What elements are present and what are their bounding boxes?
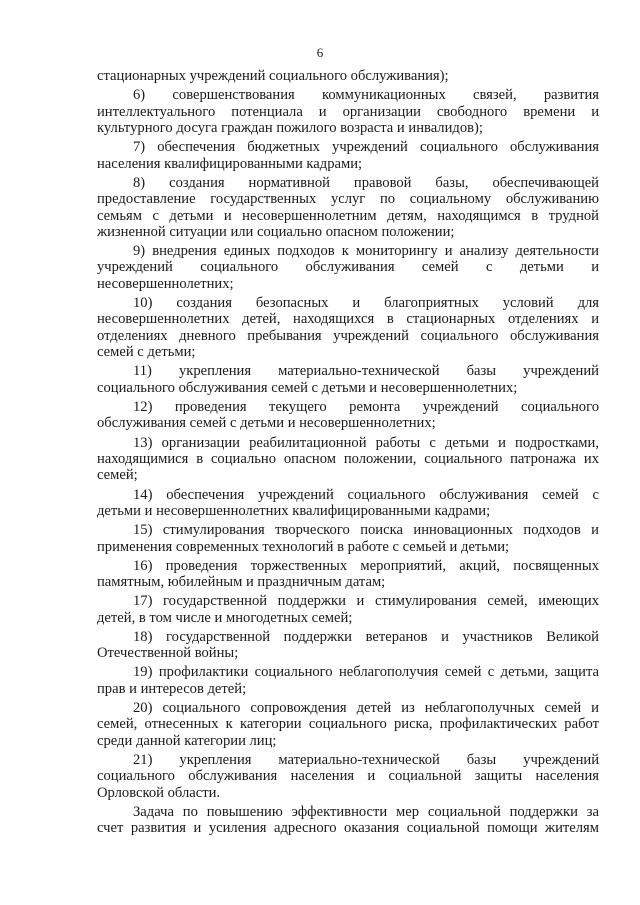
text-line: находящимися в социально опасном положении, социального патронажа их bbox=[97, 450, 599, 467]
text-line: жизненной ситуации или социально опасном положении; bbox=[97, 223, 455, 240]
text-line: 16) проведения торжественных мероприятий, акций, посвященных bbox=[133, 557, 599, 574]
text-line: 12) проведения текущего ремонта учреждений социального bbox=[133, 399, 599, 415]
text-line: счет развития и усиления адресного оказания социальной помощи жителям bbox=[97, 820, 599, 837]
paragraph bbox=[97, 522, 599, 555]
paragraph bbox=[97, 558, 599, 591]
paragraph bbox=[97, 804, 599, 837]
text-line: несовершеннолетних детей, находящихся в стационарных отделениях и bbox=[97, 311, 599, 328]
text-line: 20) социального сопровождения детей из неблагополучных семей и bbox=[133, 700, 599, 717]
text-line: 7) обеспечения бюджетных учреждений социального обслуживания bbox=[133, 139, 599, 156]
text-line: социального обслуживания семей с детьми и несовершеннолетних; bbox=[97, 379, 518, 396]
paragraph bbox=[97, 295, 599, 361]
text-line: детей, в том числе и многодетных семей; bbox=[97, 609, 353, 626]
paragraph bbox=[97, 243, 599, 292]
text-line: Задача по повышению эффективности мер социальной поддержки за bbox=[133, 803, 599, 820]
paragraph bbox=[97, 700, 599, 749]
text-line: 11) укрепления материально-технической базы учреждений bbox=[133, 363, 599, 380]
paragraph bbox=[97, 664, 599, 697]
text-line: Орловской области. bbox=[97, 784, 221, 801]
text-line: семей; bbox=[97, 467, 138, 484]
text-line: 19) профилактики социального неблагополучия семей с детьми, защита bbox=[133, 664, 599, 681]
text-line: семей, отнесенных к категории социального риска, профилактических работ bbox=[97, 716, 599, 733]
text-line: 14) обеспечения учреждений социального обслуживания семей с bbox=[133, 486, 599, 503]
text-line: 17) государственной поддержки и стимулирования семей, имеющих bbox=[133, 593, 599, 610]
paragraph bbox=[97, 593, 599, 626]
text-line: применения современных технологий в работе с семьей и детьми; bbox=[97, 538, 510, 555]
text-line: стационарных учреждений социального обслуживания); bbox=[97, 68, 449, 84]
text-line: 9) внедрения единых подходов к мониторингу и анализу деятельности bbox=[133, 243, 599, 260]
paragraph bbox=[97, 175, 599, 241]
text-line: семей с детьми; bbox=[97, 344, 196, 361]
paragraph bbox=[97, 487, 599, 520]
text-line: Отечественной войны; bbox=[97, 645, 239, 662]
paragraph bbox=[97, 363, 599, 396]
text-line: среди данной категории лиц; bbox=[97, 732, 277, 749]
paragraph bbox=[97, 629, 599, 662]
text-line: семьям с детьми и несовершеннолетним детям, находящимся в трудной bbox=[97, 207, 599, 224]
text-line: предоставление государственных услуг по социальному обслуживанию bbox=[97, 191, 599, 208]
paragraph bbox=[97, 399, 599, 432]
text-line: социального обслуживания населения и социальной защиты населения bbox=[97, 768, 599, 785]
text-line: 13) организации реабилитационной работы с детьми и подростками, bbox=[133, 434, 599, 451]
text-line: памятным, юбилейным и праздничным датам; bbox=[97, 574, 386, 591]
text-line: культурного досуга граждан пожилого возраста и инвалидов); bbox=[97, 119, 483, 136]
page-number: 6 bbox=[316, 45, 324, 60]
text-line: населения квалифицированными кадрами; bbox=[97, 155, 363, 172]
text-line: 15) стимулирования творческого поиска инновационных подходов и bbox=[133, 522, 599, 539]
text-line: 21) укрепления материально-технической базы учреждений bbox=[133, 751, 599, 768]
text-line: 18) государственной поддержки ветеранов и участников Великой bbox=[133, 628, 599, 645]
text-line: учреждений социального обслуживания семей с детьми и bbox=[97, 259, 599, 276]
paragraph bbox=[97, 435, 599, 484]
text-line: обслуживания семей с детьми и несовершеннолетних; bbox=[97, 415, 436, 432]
paragraph bbox=[97, 139, 599, 172]
paragraph bbox=[97, 68, 599, 84]
text-line: 6) совершенствования коммуникационных связей, развития bbox=[133, 87, 599, 104]
text-line: несовершеннолетних; bbox=[97, 275, 234, 292]
paragraph bbox=[97, 752, 599, 801]
body-text bbox=[97, 68, 599, 837]
text-line: детьми и несовершеннолетних квалифицированными кадрами; bbox=[97, 502, 491, 519]
text-line: 8) создания нормативной правовой базы, обеспечивающей bbox=[133, 174, 599, 191]
text-line: отделениях дневного пребывания учреждений социального обслуживания bbox=[97, 327, 599, 344]
paragraph bbox=[97, 87, 599, 136]
text-line: прав и интересов детей; bbox=[97, 680, 247, 697]
text-line: 10) создания безопасных и благоприятных условий для bbox=[133, 295, 599, 312]
text-line: интеллектуального потенциала и организации свободного времени и bbox=[97, 103, 599, 120]
